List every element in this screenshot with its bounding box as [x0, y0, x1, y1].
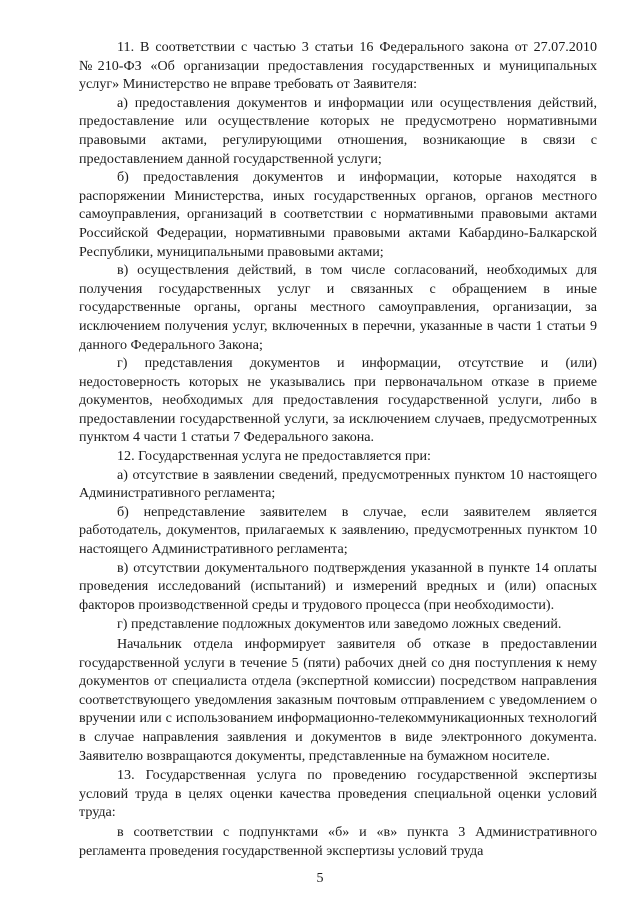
paragraph-13: 13. Государственная услуга по проведению государственной экспертизы условий труда в целях оценки качества проведения специальной оценки условий труда: [79, 767, 597, 821]
item-13-text: в соответствии с подпунктами «б» и «в» пункта 3 Административного регламента проведения государственной экспертизы условий труда [79, 823, 597, 859]
paragraph-12: 12. Государственная услуга не предоставляется при: [117, 448, 431, 465]
item-12-b: б) непредставление заявителем в случае, если заявителем является работодатель, документов, прилагаемых к заявлению, предусмотренных пунктом 10 настоящего Административного регламента; [79, 503, 597, 558]
item-11-g: г) представления документов и информации, отсутствие и (или) недостоверность которых не указывались при первоначальном отказе в приеме документов, необходимых для предоставления государственной услуги, либо в предоставлении государственной услуги, за исключением случаев, предусмотренных пунктом 4 части 1 статьи 7 Федерального закона. [79, 355, 597, 446]
item-12-g: г) представление подложных документов или заведомо ложных сведений. [117, 616, 562, 633]
page-number: 5 [316, 871, 324, 886]
body-text [79, 38, 597, 860]
item-11-b: б) предоставления документов и информации, которые находятся в распоряжении Министерства, иных государственных органов, органов местного самоуправления, организаций в соответствии с нормативными правовыми актами Российской Федерации, нормативными правовыми актами Кабардино-Балкарской Республики, муниципальными правовыми актами; [79, 169, 597, 260]
item-12-a: а) отсутствие в заявлении сведений, предусмотренных пунктом 10 настоящего Административного регламента; [79, 466, 597, 502]
item-11-a: а) предоставления документов и информации или осуществления действий, предоставление или осуществление которых не предусмотрено нормативными правовыми актами, регулирующими отношения, возникающие в связи с предоставлением данной государственной услуги; [79, 94, 597, 167]
item-12-v: в) отсутствии документального подтверждения указанной в пункте 14 оплаты проведения исследований (испытаний) и измерений вредных и (или) опасных факторов производственной среды и трудового процесса (при необходимости). [79, 559, 597, 613]
refusal-notice-paragraph: Начальник отдела информирует заявителя об отказе в предоставлении государственной услуги в течение 5 (пяти) рабочих дней со дня поступления к нему документов от специалиста отдела (экспертной комиссии) посредством направления соответствующего уведомления заказным почтовым отправлением с уведомлением о вручении или с использованием информационно-телекоммуникационных технологий в случае направления заявления и документов в виде электронного документа. Заявителю возвращаются документы, представленные на бумажном носителе. [79, 636, 597, 764]
paragraph-11: 11. В соответствии с частью 3 статьи 16 Федерального закона от 27.07.2010 №210-ФЗ «Об организации предоставления государственных и муниципальных услуг» Министерство не вправе требовать от Заявителя: [79, 39, 597, 93]
item-11-v: в) осуществления действий, в том числе согласований, необходимых для получения государственных услуг и связанных с обращением в иные государственные органы, органы местного самоуправления, организации, за исключением получения услуг, включенных в перечни, указанные в части 1 статьи 9 данного Федерального Закона; [79, 262, 597, 353]
